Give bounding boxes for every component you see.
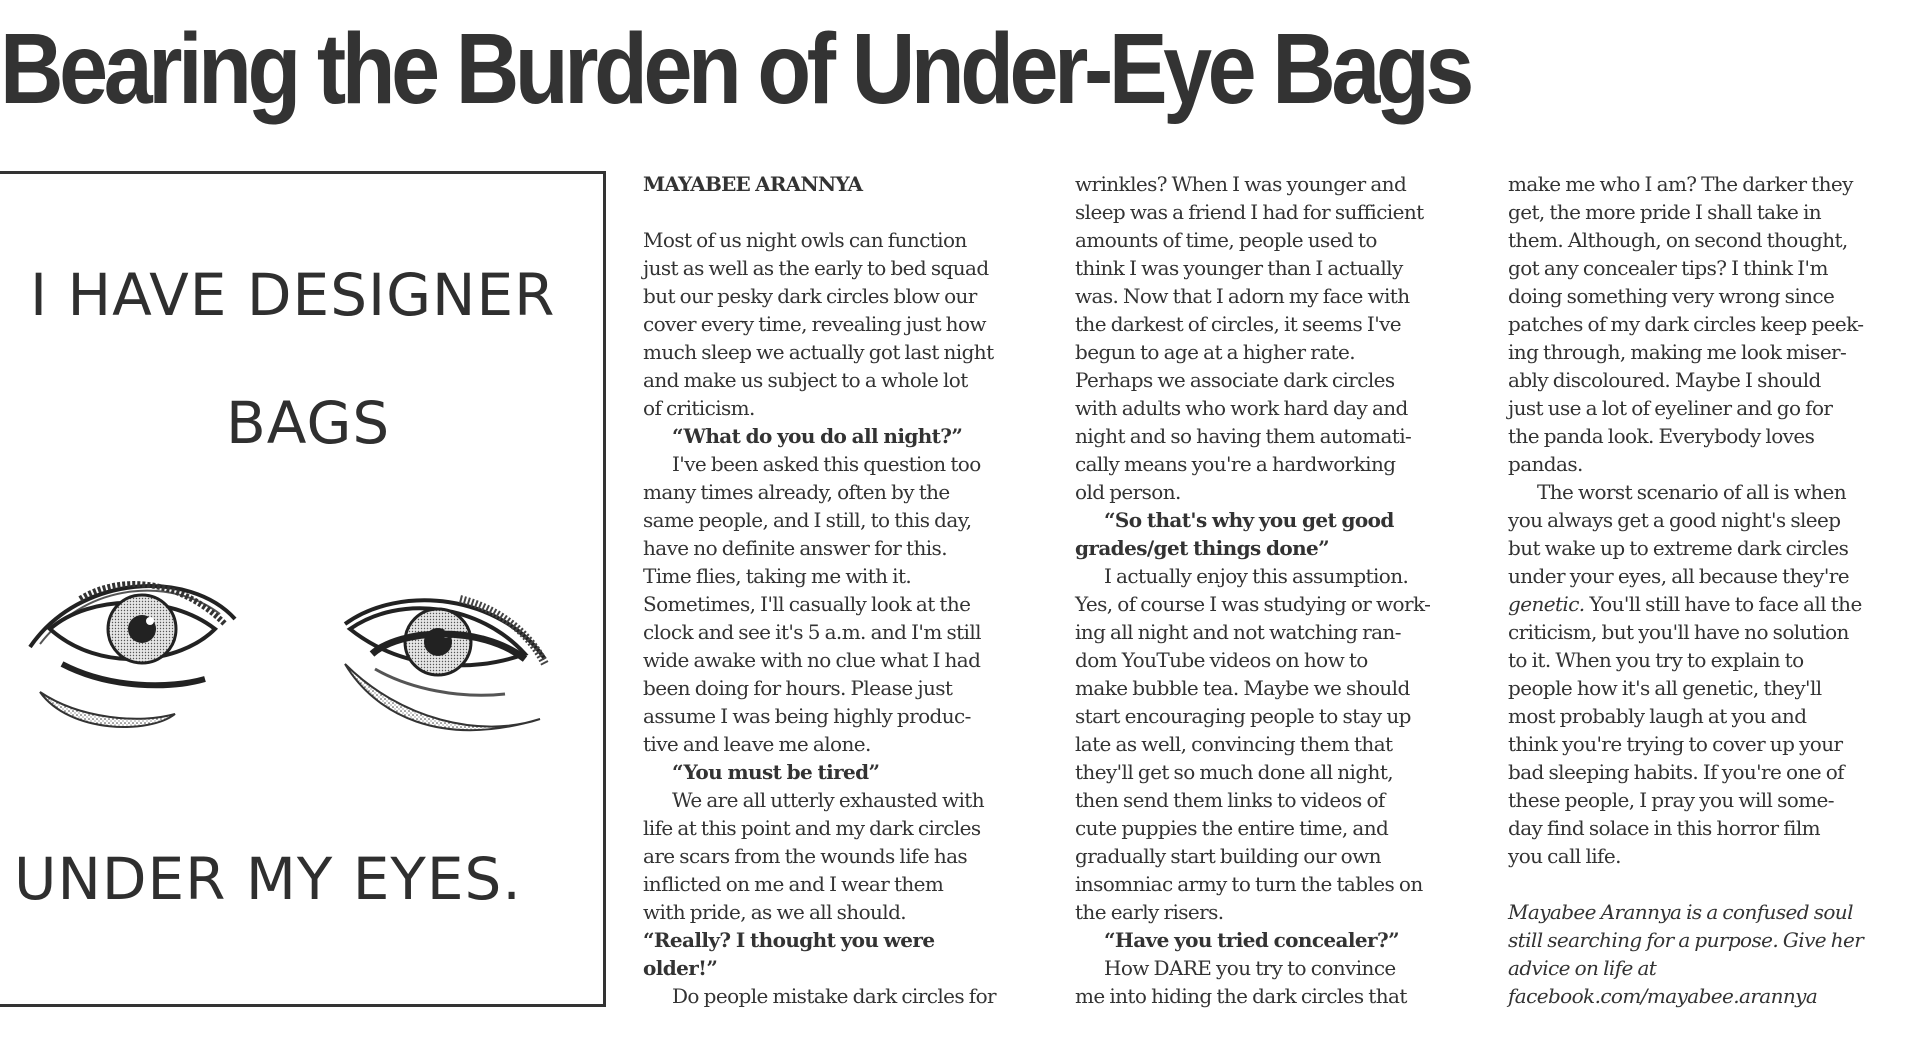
left-eye-icon [30, 584, 235, 727]
paragraph: Do people mistake dark circles for [672, 984, 996, 1008]
paragraph: make me who I am? The darker they get, the more pride I shall take in them. Although, on second thought, got any concealer tips? I think I'm doing something very wrong since patches of my dark circles keep peek- ing through, making me look miser- ably discoloured. Maybe I should just use a lot of eyeliner and go for the panda look. Everybody loves pandas. [1508, 172, 1864, 476]
paragraph: How DARE you try to convince me into hiding the dark circles that [1075, 956, 1407, 1008]
illustration-line-2: BAGS [226, 389, 391, 457]
right-eye-icon [345, 599, 545, 730]
article-column-1 [643, 170, 1038, 1010]
illustration-line-3: UNDER MY EYES. [14, 845, 522, 913]
subheading: “So that's why you get good grades/get things done” [1075, 508, 1394, 560]
subheading: “What do you do all night?” [672, 424, 963, 448]
headline: Bearing the Burden of Under-Eye Bags [0, 13, 1470, 125]
article-column-3 [1508, 170, 1903, 1010]
paragraph: The worst scenario of all is when you always get a good night's sleep but wake up to extreme dark circles under your eyes, all because they're genetic. You'll still have to face all the criticism, but you'll have no solution to it. When you try to explain to people how it's all genetic, they'll most probably laugh at you and think you're trying to cover up your bad sleeping habits. If you're one of these people, I pray you will some- day find solace in this horror film you call life. [1508, 480, 1862, 868]
author-bio: Mayabee Arannya is a confused soul still searching for a purpose. Give her advice on life at facebook.com/mayabee.arannya [1508, 900, 1864, 1008]
paragraph: I actually enjoy this assumption. Yes, of course I was studying or work- ing all night and not watching ran- dom YouTube videos on how to make bubble tea. Maybe we should start encouraging people to stay up late as well, convincing them that they'll get so much done all night, then send them links to videos of cute puppies the entire time, and gradually start building our own insomniac army to turn the tables on the early risers. [1075, 564, 1431, 924]
subheading: “Have you tried concealer?” [1104, 928, 1399, 952]
paragraph: wrinkles? When I was younger and sleep was a friend I had for sufficient amounts of time, people used to think I was younger than I actually was. Now that I adorn my face with the darkest of circles, it seems I've begun to age at a higher rate. Perhaps we associate dark circles with adults who work hard day and night and so having them automati- cally means you're a hardworking old person. [1075, 172, 1424, 504]
subheading: “Really? I thought you were older!” [643, 928, 935, 980]
byline: MAYABEE ARANNYA [643, 172, 863, 196]
subheading: “You must be tired” [672, 760, 880, 784]
paragraph: We are all utterly exhausted with life at this point and my dark circles are scars from the wounds life has inflicted on me and I wear them with pride, as we all should. [643, 788, 985, 924]
paragraph: I've been asked this question too many times already, often by the same people, and I still, to this day, have no definite answer for this. Time flies, taking me with it. Sometimes, I'll casually look at the clock and see it's 5 a.m. and I'm still wide awake with no clue what I had been doing for hours. Please just assume I was being highly produc- tive and leave me alone. [643, 452, 981, 756]
emphasis: genetic. [1508, 592, 1585, 616]
illustration-line-1: I HAVE DESIGNER [30, 261, 556, 329]
paragraph: Most of us night owls can function just as well as the early to bed squad but our pesky dark circles blow our cover every time, revealing just how much sleep we actually got last night and make us subject to a whole lot of criticism. [643, 228, 994, 420]
article-column-2 [1075, 170, 1470, 1010]
illustration-panel [0, 171, 606, 1007]
